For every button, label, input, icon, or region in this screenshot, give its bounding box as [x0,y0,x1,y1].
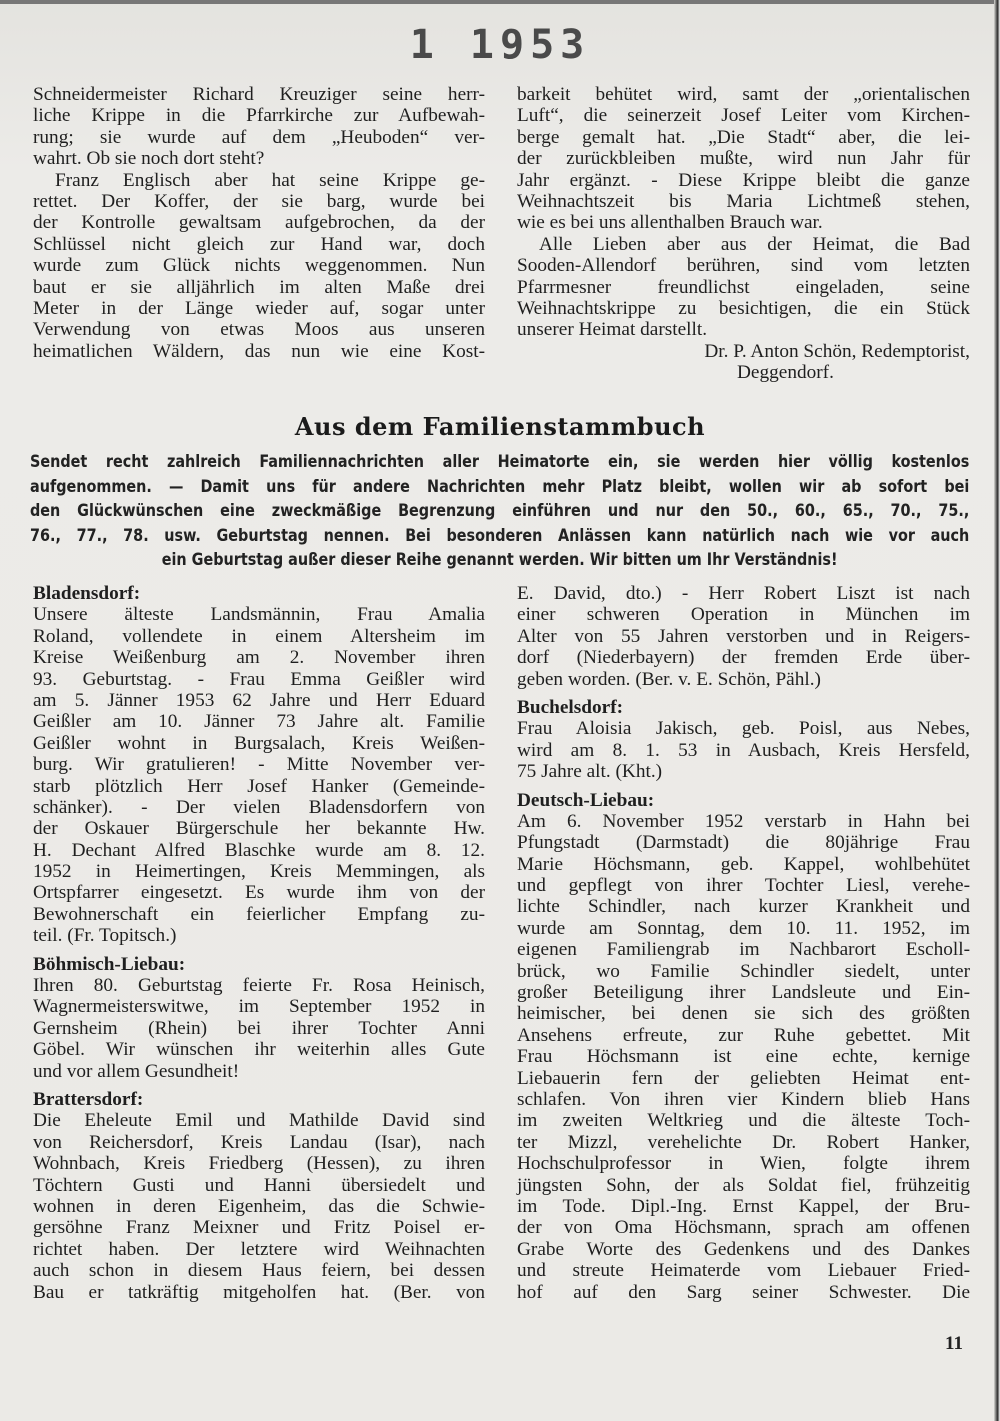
text-line: Kreise Weißenburg am 2. November ihren [33,647,485,669]
text-line: Pfungstadt (Darmstadt) die 80jährige Frau [517,832,970,854]
text-line: hof auf den Sarg seiner Schwester. Die [517,1281,970,1303]
text-line: großer Beteiligung ihrer Landsleute und Ein- [517,982,970,1004]
text-line: Göbel. Wir wünschen ihr weiterhin alles Gute [33,1039,485,1061]
place-heading: Böhmisch-Liebau: [33,953,186,975]
text-line: Roland, vollendete in einem Altersheim im [33,625,485,647]
text-line: liche Krippe in die Pfarrkirche zur Aufbewah- [33,105,485,127]
text-line: H. Dechant Alfred Blaschke wurde am 8. 12. [33,839,485,861]
text-line: Meter in der Länge wieder auf, sogar unter [33,297,485,319]
place-heading: Brattersdorf: [33,1088,144,1110]
section-notice [30,450,969,573]
text-line: dorf (Niederbayern) der fremden Erde über- [517,647,970,669]
text-line: Geißler am 10. Jänner 73 Jahre alt. Familie [33,711,485,733]
text-line: Wohnbach, Kreis Friedberg (Hessen), zu ihren [33,1153,485,1175]
text-line: der Kontrolle gewaltsam aufgebrochen, da der [33,212,485,234]
notice-line: Sendet recht zahlreich Familiennachrichten aller Heimatorte ein, sie werden hier völlig kostenlos [30,452,970,472]
text-line: heimischer, bei denen sie sich des größten [517,1003,970,1025]
text-line: baut er sie alljährlich im alten Maße drei [33,276,485,298]
text-line: Wagnermeisterswitwe, im September 1952 in [33,996,485,1018]
entries-right-column [517,583,970,1303]
notice-line: 76., 77., 78. usw. Geburtstag nennen. Bei besonderen Anlässen kann natürlich nach wie vor auch [30,525,970,546]
text-line: Frau Höchsmann ist eine echte, kernige [517,1046,970,1068]
page-header-date: 1 1953 [409,22,591,68]
text-line: auch schon in diesem Haus feiern, bei dessen [33,1260,485,1282]
section-title: Aus dem Familienstammbuch [294,412,706,441]
page-number: 11 [945,1333,963,1354]
text-line: wurde am Sonntag, dem 10. 11. 1952, im [517,917,970,939]
text-line: Bewohnerschaft ein feierlicher Empfang zu- [33,903,485,925]
text-line: Töchtern Gusti und Hanni übersiedelt und [33,1174,485,1196]
text-line: E. David, dto.) - Herr Robert Liszt ist nach [517,583,970,604]
text-line: Bau er tatkräftig mitgeholfen hat. (Ber. von [33,1281,485,1303]
text-line: Ihren 80. Geburtstag feierte Fr. Rosa Heinisch, [33,975,485,997]
text-line: der zurückbleiben mußte, wird nun Jahr für [517,148,970,170]
text-line: ter Mizzl, verehelichte Dr. Robert Hanker, [517,1131,970,1153]
top-article-left-column [33,84,485,362]
text-line: richtet haben. Der letztere wird Weihnachten [33,1238,485,1260]
text-line: Franz Englisch aber hat seine Krippe ge- [55,169,485,191]
text-line: Grabe Worte des Gedenkens und des Dankes [517,1238,970,1260]
text-line: Ansehens erfreute, zur Ruhe gebettet. Mit [517,1024,970,1046]
place-heading: Deutsch-Liebau: [517,789,655,811]
text-line: jüngsten Sohn, der als Soldat fiel, frühzeitig [517,1174,970,1196]
text-line: rettet. Der Koffer, der sie barg, wurde bei [33,190,485,212]
text-line: Hochschulprofessor in Wien, folgte ihrem [517,1153,970,1175]
text-line: geben worden. (Ber. v. E. Schön, Pähl.) [517,668,821,690]
notice-line: den Glückwünschen eine zweckmäßige Begrenzung einführen und nur den 50., 60., 65., 70., 75., [30,501,970,522]
text-line: unserer Heimat darstellt. [517,319,708,341]
top-article-right-column [517,84,970,383]
text-line: Alter von 55 Jahren verstorben und in Reigers- [517,625,970,647]
text-line: Schlüssel nicht gleich zur Hand war, doch [33,233,485,255]
text-line: brück, wo Familie Schindler siedelt, unter [517,960,970,982]
text-line: wird am 8. 1. 53 in Ausbach, Kreis Hersfeld, [517,739,970,761]
text-line: rung; sie wurde auf dem „Heuboden“ ver- [33,126,485,148]
text-line: starb plötzlich Herr Josef Hanker (Gemeinde- [33,775,485,797]
text-line: 75 Jahre alt. (Kht.) [517,761,663,783]
text-line: 1952 in Heimertingen, Kreis Memmingen, als [33,861,485,883]
text-line: lichte Schindler, nach kurzer Krankheit und [517,896,970,918]
text-line: Am 6. November 1952 verstarb in Hahn bei [517,810,970,832]
text-line: Weihnachtskrippe zu besichtigen, die ein Stück [517,297,970,319]
scan-right-edge [994,0,1000,1421]
text-line: Verwendung von etwas Moos aus unseren [33,319,485,341]
text-line: und streute Heimaterde vom Liebauer Fried- [517,1260,970,1282]
text-line: Weihnachtszeit bis Maria Lichtmeß stehen, [517,190,970,212]
text-line: Frau Aloisia Jakisch, geb. Poisl, aus Nebes, [517,718,970,740]
text-line: Gernsheim (Rhein) bei ihrer Tochter Anni [33,1017,485,1039]
text-line: Ortspfarrer eingesetzt. Es wurde ihm von der [33,882,485,904]
text-line: im Tode. Dipl.-Ing. Ernst Kappel, der Bru- [517,1195,970,1217]
text-line: von Reichersdorf, Kreis Landau (Isar), nach [33,1131,485,1153]
text-line: schlafen. Von ihren vier Kindern blieb Hans [517,1088,970,1110]
text-line: Jahr ergänzt. - Diese Krippe bleibt die ganze [517,169,970,191]
text-line: Unsere älteste Landsmännin, Frau Amalia [33,604,485,626]
text-line: berge gemalt hat. „Die Stadt“ aber, die lei- [517,126,970,148]
text-line: der von Oma Höchsmann, sprach am offenen [517,1217,970,1239]
author-location: Deggendorf. [737,362,834,384]
text-line: wahrt. Ob sie noch dort steht? [33,148,265,170]
author-signature: Dr. P. Anton Schön, Redemptorist, [704,340,970,362]
text-line: Luft“, die seinerzeit Josef Leiter vom Kirchen- [517,105,970,127]
scan-top-edge [0,0,1000,4]
text-line: Alle Lieben aber aus der Heimat, die Bad [539,233,970,255]
text-line: der Oskauer Bürgerschule her bekannte Hw. [33,818,485,840]
text-line: heimatlichen Wäldern, das nun wie eine Kost- [33,340,485,362]
text-line: einer schweren Operation in München im [517,604,970,626]
text-line: 93. Geburtstag. - Frau Emma Geißler wird [33,668,485,690]
text-line: Schneidermeister Richard Kreuziger seine herr- [33,84,485,105]
text-line: teil. (Fr. Topitsch.) [33,925,177,947]
text-line: wohnen in deren Eigenheim, das die Schwie- [33,1195,485,1217]
text-line: gersöhne Franz Meixner und Fritz Poisel er- [33,1217,485,1239]
notice-line: ein Geburtstag außer dieser Reihe genannt werden. Wir bitten um Ihr Verständnis! [161,550,838,571]
text-line: wie es bei uns allenthalben Brauch war. [517,212,823,234]
text-line: Liebauerin fern der geliebten Heimat ent- [517,1067,970,1089]
text-line: schänker). - Der vielen Bladensdorfern von [33,796,485,818]
place-heading: Buchelsdorf: [517,696,624,718]
text-line: am 5. Jänner 1953 62 Jahre und Herr Eduard [33,689,485,711]
notice-line: aufgenommen. — Damit uns für andere Nachrichten mehr Platz bleibt, wollen wir ab sofort bei [30,476,970,497]
text-line: barkeit behütet wird, samt der „orientalischen [517,84,970,105]
text-line: burg. Wir gratulieren! - Mitte November ver- [33,754,485,776]
text-line: Pfarrmesner freundlichst eingeladen, seine [517,276,970,298]
text-line: und vor allem Gesundheit! [33,1060,240,1082]
text-line: Sooden-Allendorf berühren, sind vom letzten [517,255,970,277]
text-line: eigenen Familiengrab im Nachbarort Escholl- [517,939,970,961]
text-line: Marie Höchsmann, geb. Kappel, wohlbehütet [517,853,970,875]
text-line: im zweiten Weltkrieg und die älteste Toch- [517,1110,970,1132]
entries-left-column [33,583,485,1303]
place-heading: Bladensdorf: [33,583,141,604]
text-line: Die Eheleute Emil und Mathilde David sind [33,1110,485,1132]
text-line: und gepflegt von ihrer Tochter Liesl, verehe- [517,875,970,897]
text-line: Geißler wohnt in Burgsalach, Kreis Weißen- [33,732,485,754]
text-line: wurde zum Glück nichts weggenommen. Nun [33,255,485,277]
